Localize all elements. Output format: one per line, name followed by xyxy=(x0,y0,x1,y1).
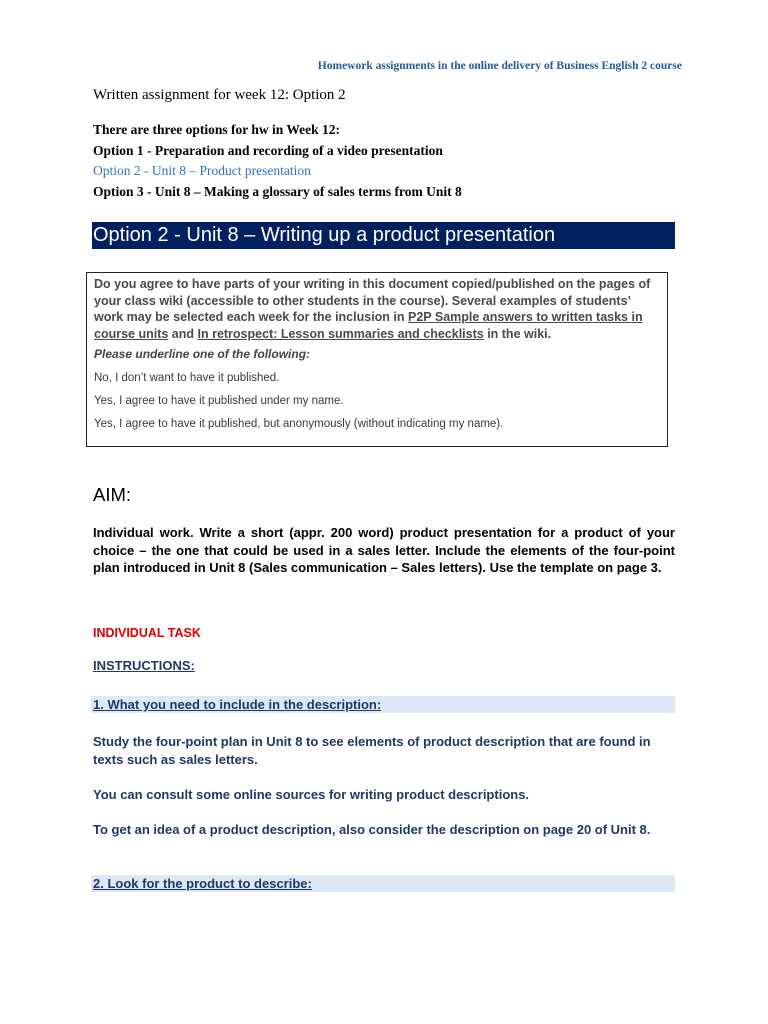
option-2: Option 2 - Unit 8 – Product presentation xyxy=(93,163,311,178)
choice-no[interactable]: No, I don’t want to have it published. xyxy=(94,372,280,384)
section-2-heading-text: 2. Look for the product to describe: xyxy=(93,876,312,891)
aim-heading: AIM: xyxy=(93,484,132,505)
consent-text: Do you agree to have parts of your writing in this document copied/published on the pages of your class wiki (accessible to other students in the course). Several examples of students’ work may be selected each week for the inclusion in xyxy=(94,277,651,324)
options-list xyxy=(93,120,462,202)
section-1-heading-text: 1. What you need to include in the description: xyxy=(93,697,382,712)
consent-instruction: Please underline one of the following: xyxy=(94,347,311,361)
section-1-paragraph-3: To get an idea of a product description, also consider the description on page 20 of Unit 8. xyxy=(93,822,651,837)
consent-box xyxy=(86,272,668,447)
option-3: Option 3 - Unit 8 – Making a glossary of sales terms from Unit 8 xyxy=(93,183,462,199)
section-1-paragraph-2: You can consult some online sources for writing product descriptions. xyxy=(93,787,530,802)
section-1-heading xyxy=(91,696,675,713)
choice-anonymous[interactable]: Yes, I agree to have it published, but anonymously (without indicating my name). xyxy=(94,418,504,430)
section-2-heading xyxy=(91,875,675,892)
consent-question xyxy=(94,276,660,342)
p2p-sample-link[interactable]: P2P Sample answers to written tasks in course units xyxy=(94,310,643,341)
section-banner: Option 2 - Unit 8 – Writing up a product presentation xyxy=(92,222,675,249)
options-intro: There are three options for hw in Week 12: xyxy=(93,122,340,137)
header-note: Homework assignments in the online delivery of Business English 2 course xyxy=(317,60,682,72)
aim-body: Individual work. Write a short (appr. 200 word) product presentation for a product of your choice – the one that could be used in a sales letter. Include the elements of the four-point plan introduced in Unit 8 (Sales communication – Sales letters). Use the template on page 3. xyxy=(93,525,675,575)
assignment-title: Written assignment for week 12: Option 2 xyxy=(93,87,346,103)
choice-name[interactable]: Yes, I agree to have it published under my name. xyxy=(94,395,344,407)
individual-task-label: INDIVIDUAL TASK xyxy=(93,626,201,640)
section-1-paragraph-1: Study the four-point plan in Unit 8 to see elements of product description that are found in texts such as sales letters. xyxy=(93,734,651,767)
consent-and: and xyxy=(168,326,198,341)
retrospect-link[interactable]: In retrospect: Lesson summaries and checklists xyxy=(197,326,484,341)
consent-text-end: in the wiki. xyxy=(483,326,552,341)
instructions-label: INSTRUCTIONS: xyxy=(93,658,195,673)
option-1: Option 1 - Preparation and recording of a video presentation xyxy=(93,142,443,158)
